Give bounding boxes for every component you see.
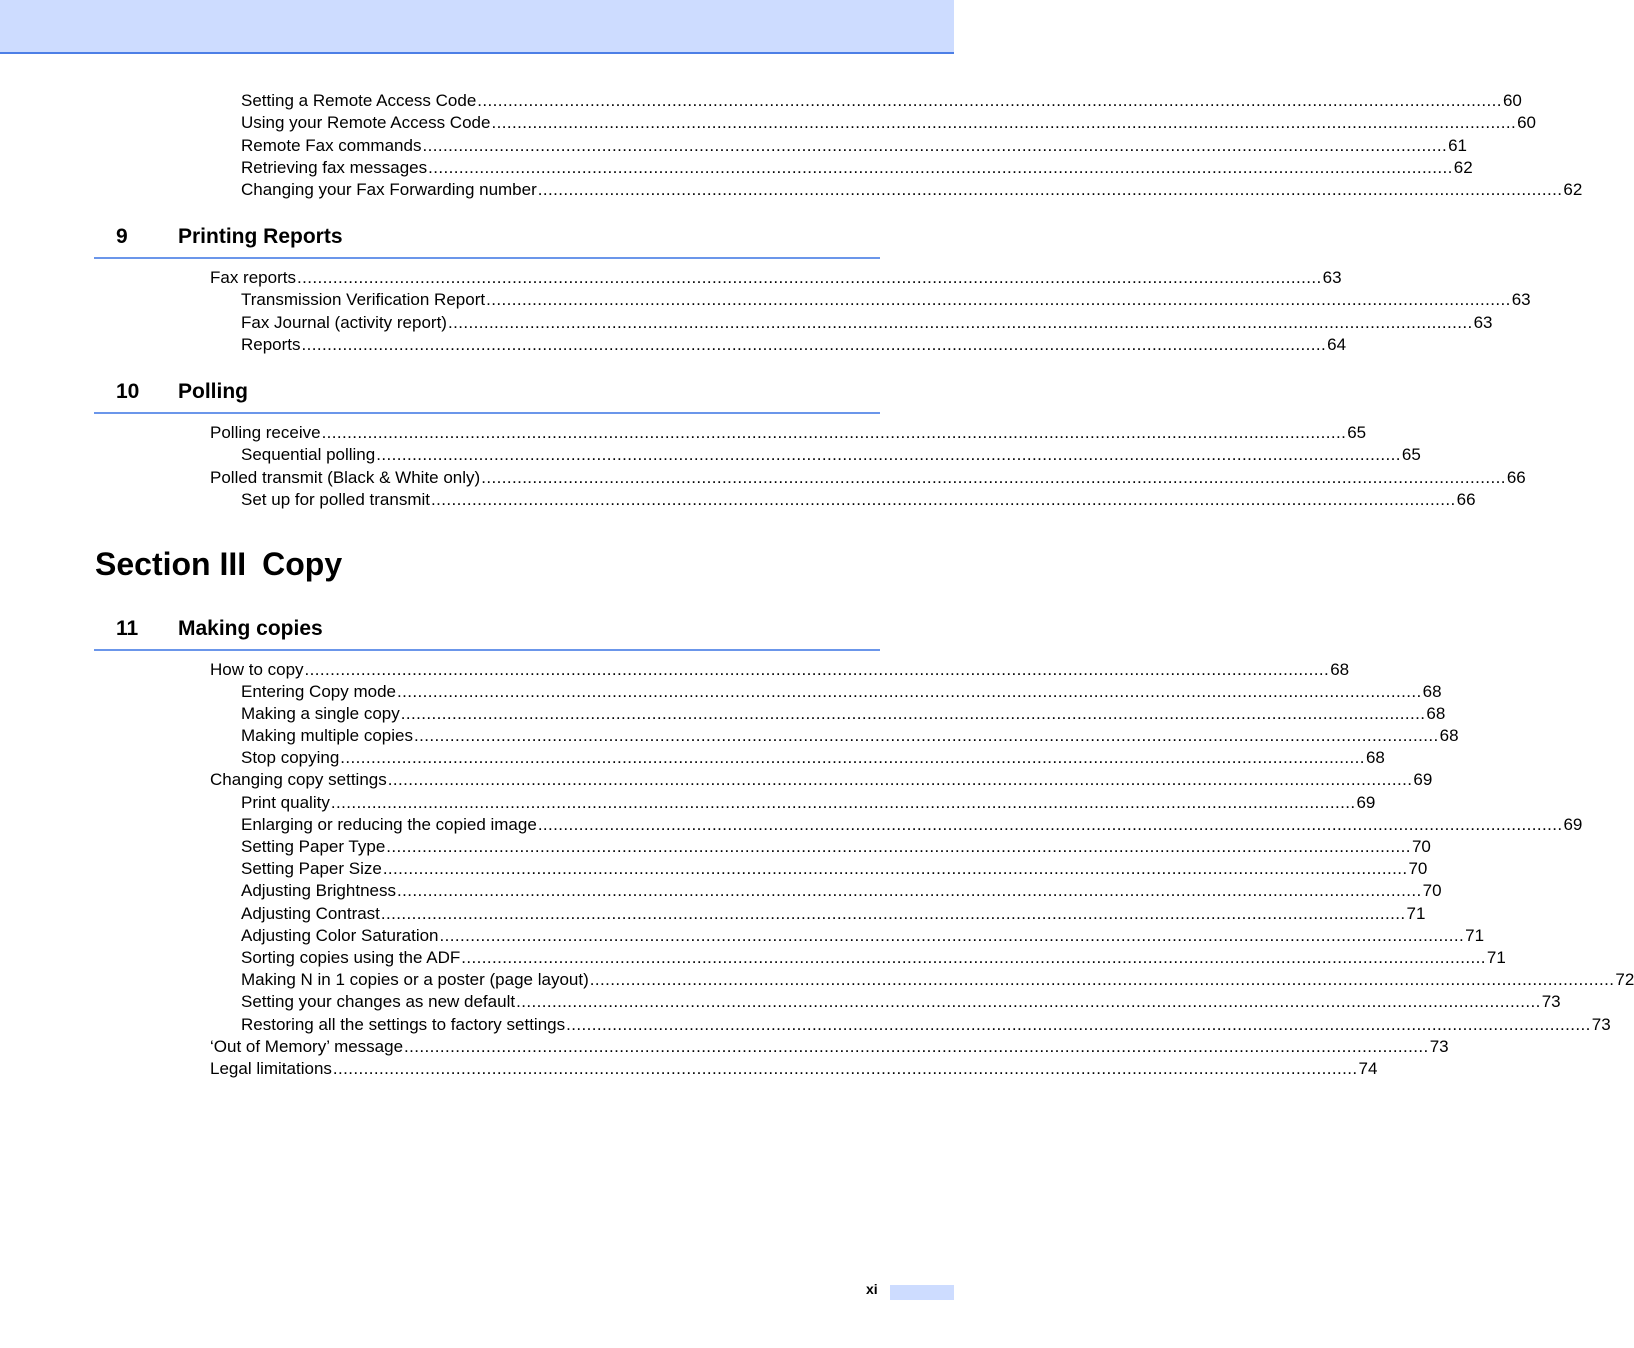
toc-entry[interactable] <box>0 312 1493 334</box>
toc-entry[interactable] <box>0 489 1476 511</box>
toc-entry-page: 68 <box>1422 682 1442 701</box>
toc-entry[interactable] <box>0 659 1350 681</box>
toc-entry-title: Sorting copies using the ADF <box>241 948 461 967</box>
toc-entry-title: Fax reports <box>210 268 296 287</box>
toc-entry-title: Entering Copy mode <box>241 682 396 701</box>
toc-entry-page: 62 <box>1563 180 1583 199</box>
toc-entry-title: ‘Out of Memory’ message <box>210 1037 404 1056</box>
dot-leader: ........................................................................................................................................................................................................ <box>380 904 1406 923</box>
toc-entry-title: Remote Fax commands <box>241 136 422 155</box>
dot-leader: ........................................................................................................................................................................................................ <box>481 468 1506 487</box>
chapter-heading-9[interactable] <box>94 225 880 259</box>
dot-leader: ........................................................................................................................................................................................................ <box>422 136 1448 155</box>
page-number: xi <box>866 1281 878 1297</box>
dot-leader: ........................................................................................................................................................................................................ <box>430 490 1456 509</box>
dot-leader: ........................................................................................................................................................................................................ <box>486 290 1511 309</box>
toc-entry-title: Set up for polled transmit <box>241 490 430 509</box>
toc-entry-page: 72 <box>1615 970 1634 989</box>
toc-entry-page: 62 <box>1453 158 1473 177</box>
toc-entry-page: 60 <box>1502 91 1522 110</box>
dot-leader: ........................................................................................................................................................................................................ <box>340 748 1365 767</box>
chapter-title: Polling <box>178 380 248 403</box>
toc-entry[interactable] <box>0 858 1428 880</box>
toc-entry[interactable] <box>0 703 1446 725</box>
toc-entry-page: 69 <box>1413 770 1433 789</box>
toc-entry[interactable] <box>0 880 1442 902</box>
dot-leader: ........................................................................................................................................................................................................ <box>461 948 1486 967</box>
dot-leader: ........................................................................................................................................................................................................ <box>382 859 1408 878</box>
toc-entry-page: 73 <box>1591 1015 1611 1034</box>
toc-entry-page: 66 <box>1506 468 1526 487</box>
toc-entry[interactable] <box>0 267 1342 289</box>
page-tab-marker <box>890 1285 954 1300</box>
toc-entry[interactable] <box>0 725 1459 747</box>
toc-entry-page: 71 <box>1465 926 1485 945</box>
toc-entry-page: 69 <box>1356 793 1376 812</box>
toc-entry-title: Changing your Fax Forwarding number <box>241 180 537 199</box>
toc-entry-title: Making multiple copies <box>241 726 413 745</box>
toc-entry[interactable] <box>0 903 1426 925</box>
toc-entry-title: Making N in 1 copies or a poster (page layout) <box>241 970 589 989</box>
toc-entry-page: 66 <box>1456 490 1476 509</box>
toc-entry[interactable] <box>0 289 1531 311</box>
dot-leader: ........................................................................................................................................................................................................ <box>566 1015 1591 1034</box>
toc-entry[interactable] <box>0 681 1442 703</box>
toc-entry-page: 68 <box>1439 726 1459 745</box>
chapter-heading-11[interactable] <box>94 617 880 651</box>
toc-entry[interactable] <box>0 747 1385 769</box>
chapter-number: 10 <box>116 380 140 403</box>
toc-entry-title: Restoring all the settings to factory settings <box>241 1015 566 1034</box>
dot-leader: ........................................................................................................................................................................................................ <box>477 91 1502 110</box>
toc-entry[interactable] <box>0 1036 1449 1058</box>
toc-entry[interactable] <box>0 157 1473 179</box>
toc-entry-title: Setting Paper Size <box>241 859 382 878</box>
toc-entry[interactable] <box>0 1014 1611 1036</box>
toc-entry-page: 68 <box>1426 704 1446 723</box>
toc-entry-page: 61 <box>1448 136 1468 155</box>
toc-entry[interactable] <box>0 947 1506 969</box>
toc-entry-page: 60 <box>1517 113 1537 132</box>
toc-entry-title: Enlarging or reducing the copied image <box>241 815 537 834</box>
toc-entry[interactable] <box>0 90 1522 112</box>
dot-leader: ........................................................................................................................................................................................................ <box>330 793 1356 812</box>
toc-entry-title: Fax Journal (activity report) <box>241 313 447 332</box>
toc-entry[interactable] <box>0 836 1431 858</box>
toc-entry-page: 70 <box>1408 859 1428 878</box>
section-heading <box>95 546 358 583</box>
toc-entry-title: Setting your changes as new default <box>241 992 516 1011</box>
chapter-title: Printing Reports <box>178 225 343 248</box>
toc-entry-title: Legal limitations <box>210 1059 332 1078</box>
toc-entry-title: How to copy <box>210 660 304 679</box>
dot-leader: ........................................................................................................................................................................................................ <box>400 704 1426 723</box>
toc-entry-title: Setting Paper Type <box>241 837 386 856</box>
toc-entry[interactable] <box>0 135 1468 157</box>
dot-leader: ........................................................................................................................................................................................................ <box>589 970 1615 989</box>
toc-entry-page: 70 <box>1411 837 1431 856</box>
dot-leader: ........................................................................................................................................................................................................ <box>296 268 1322 287</box>
toc-entry[interactable] <box>0 991 1561 1013</box>
toc-entry-title: Stop copying <box>241 748 340 767</box>
section-title: Copy <box>262 546 343 582</box>
header-band <box>0 0 954 54</box>
toc-entry[interactable] <box>0 814 1583 836</box>
dot-leader: ........................................................................................................................................................................................................ <box>376 445 1401 464</box>
toc-entry-page: 69 <box>1563 815 1583 834</box>
dot-leader: ........................................................................................................................................................................................................ <box>447 313 1473 332</box>
toc-entry-page: 65 <box>1401 445 1421 464</box>
toc-entry-title: Polled transmit (Black & White only) <box>210 468 481 487</box>
toc-entry-title: Making a single copy <box>241 704 400 723</box>
dot-leader: ........................................................................................................................................................................................................ <box>516 992 1541 1011</box>
dot-leader: ........................................................................................................................................................................................................ <box>413 726 1439 745</box>
toc-entry-title: Reports <box>241 335 301 354</box>
toc-entry-title: Sequential polling <box>241 445 376 464</box>
toc-entry[interactable] <box>0 334 1347 356</box>
toc-entry[interactable] <box>0 1058 1378 1080</box>
toc-entry-page: 68 <box>1365 748 1385 767</box>
toc-entry-title: Print quality <box>241 793 330 812</box>
toc-entry-page: 71 <box>1486 948 1506 967</box>
toc-entry[interactable] <box>0 969 1634 991</box>
dot-leader: ........................................................................................................................................................................................................ <box>304 660 1330 679</box>
toc-entry[interactable] <box>0 769 1433 791</box>
dot-leader: ........................................................................................................................................................................................................ <box>386 837 1411 856</box>
chapter-number: 11 <box>116 617 139 640</box>
dot-leader: ........................................................................................................................................................................................................ <box>396 682 1422 701</box>
toc-entry-page: 63 <box>1473 313 1493 332</box>
toc-entry-title: Transmission Verification Report <box>241 290 486 309</box>
toc-entry-title: Polling receive <box>210 423 321 442</box>
toc-entry-title: Adjusting Brightness <box>241 881 396 900</box>
dot-leader: ........................................................................................................................................................................................................ <box>387 770 1413 789</box>
chapter-number: 9 <box>116 225 128 248</box>
toc-entry-page: 74 <box>1358 1059 1378 1078</box>
toc-entry-title: Using your Remote Access Code <box>241 113 491 132</box>
toc-entry[interactable] <box>0 179 1583 201</box>
dot-leader: ........................................................................................................................................................................................................ <box>439 926 1465 945</box>
dot-leader: ........................................................................................................................................................................................................ <box>396 881 1422 900</box>
dot-leader: ........................................................................................................................................................................................................ <box>332 1059 1358 1078</box>
dot-leader: ........................................................................................................................................................................................................ <box>491 113 1517 132</box>
toc-entry-title: Setting a Remote Access Code <box>241 91 477 110</box>
toc-entry-page: 71 <box>1406 904 1426 923</box>
toc-entry-page: 63 <box>1511 290 1531 309</box>
toc-entry-title: Adjusting Contrast <box>241 904 380 923</box>
dot-leader: ........................................................................................................................................................................................................ <box>537 180 1563 199</box>
section-label: Section III <box>95 546 247 582</box>
toc-entry[interactable] <box>0 467 1526 489</box>
toc-entry-page: 73 <box>1541 992 1561 1011</box>
toc-entry[interactable] <box>0 422 1367 444</box>
toc-entry[interactable] <box>0 112 1537 134</box>
dot-leader: ........................................................................................................................................................................................................ <box>301 335 1327 354</box>
toc-entry-page: 70 <box>1422 881 1442 900</box>
toc-entry-title: Adjusting Color Saturation <box>241 926 439 945</box>
toc-entry-title: Retrieving fax messages <box>241 158 428 177</box>
toc-entry-page: 73 <box>1429 1037 1449 1056</box>
toc-entry[interactable] <box>0 792 1376 814</box>
toc-entry-page: 63 <box>1322 268 1342 287</box>
toc-entry-page: 68 <box>1330 660 1350 679</box>
dot-leader: ........................................................................................................................................................................................................ <box>321 423 1347 442</box>
toc-entry[interactable] <box>0 925 1485 947</box>
toc-entry[interactable] <box>0 444 1421 466</box>
chapter-heading-10[interactable] <box>94 380 880 414</box>
dot-leader: ........................................................................................................................................................................................................ <box>537 815 1563 834</box>
toc-entry-title: Changing copy settings <box>210 770 387 789</box>
toc-entry-page: 64 <box>1327 335 1347 354</box>
dot-leader: ........................................................................................................................................................................................................ <box>404 1037 1429 1056</box>
dot-leader: ........................................................................................................................................................................................................ <box>428 158 1453 177</box>
toc-entry-page: 65 <box>1347 423 1367 442</box>
chapter-title: Making copies <box>178 617 323 640</box>
